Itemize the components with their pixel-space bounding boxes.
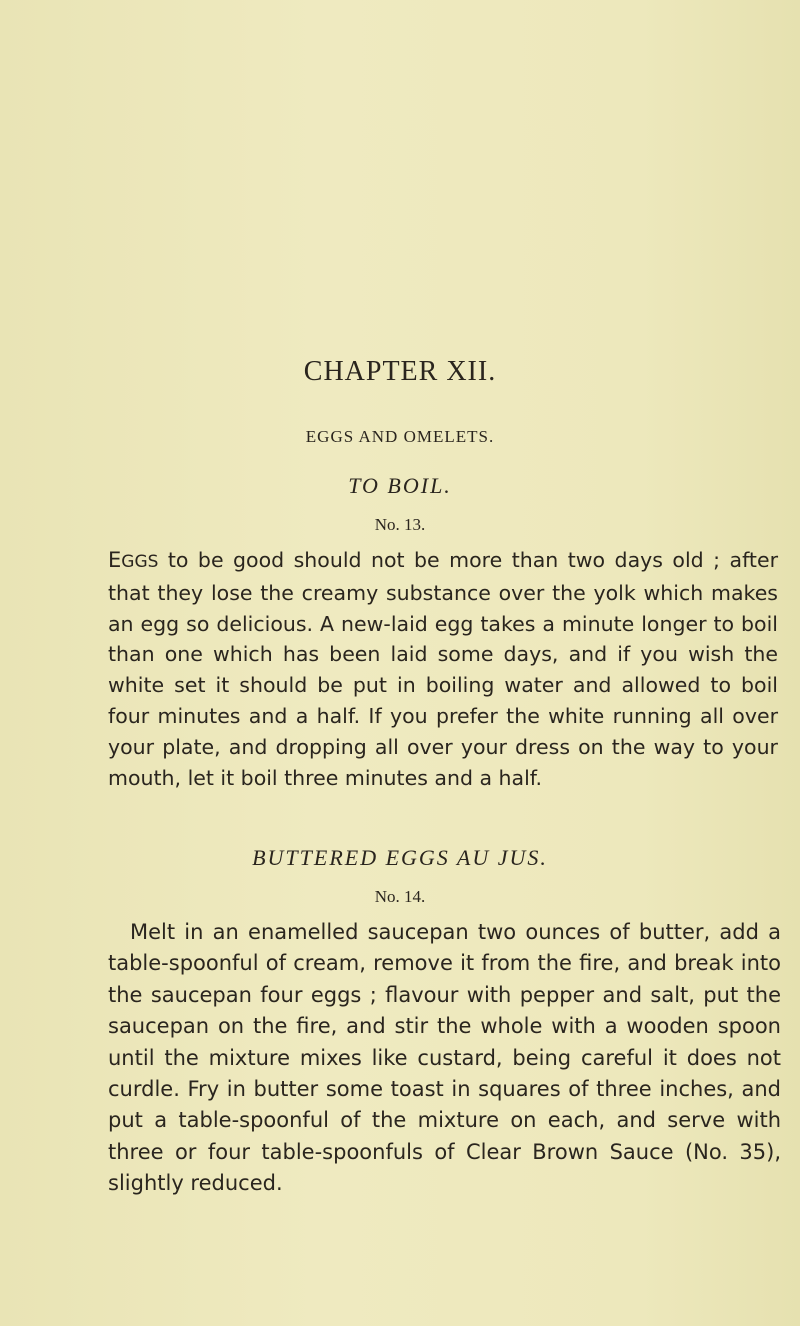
recipe-title: TO BOIL. bbox=[348, 473, 452, 498]
small-caps-word: GGS bbox=[121, 552, 159, 572]
recipe-number: No. 13. bbox=[374, 515, 426, 534]
recipe-body bbox=[108, 545, 778, 793]
recipe-title: BUTTERED EGGS AU JUS. bbox=[252, 845, 548, 870]
recipe-body-text: to be good should not be more than two days old ; after that they lose the creamy substance over the yolk which makes an egg so delicious. A new-laid egg takes a minute longer to boil than one which has been laid some days, and if you wish the white set it should be put in boiling water and allowed to boil four minutes and a half. If you prefer the white running all over your plate, and dropping all over your dress on the way to your mouth, let it boil three minutes and a half. bbox=[108, 548, 778, 790]
recipe-body-text: Melt in an enamelled saucepan two ounces of butter, add a table-spoonful of cream, remove it from the fire, and break into the saucepan four eggs ; flavour with pepper and salt, put the saucepan on the fire, and stir the whole with a wooden spoon until the mixture mixes like custard, being careful it does not curdle. Fry in butter some toast in squares of three inches, and put a table-spoonful of the mixture on each, and serve with three or four table-spoonfuls of Clear Brown Sauce (No. 35), slightly reduced. bbox=[108, 920, 781, 1196]
chapter-subtitle: EGGS AND OMELETS. bbox=[305, 427, 495, 446]
chapter-heading: CHAPTER XII. bbox=[303, 356, 497, 387]
recipe-body bbox=[108, 917, 781, 1200]
drop-cap-letter: E bbox=[108, 548, 122, 572]
recipe-number: No. 14. bbox=[374, 887, 426, 906]
